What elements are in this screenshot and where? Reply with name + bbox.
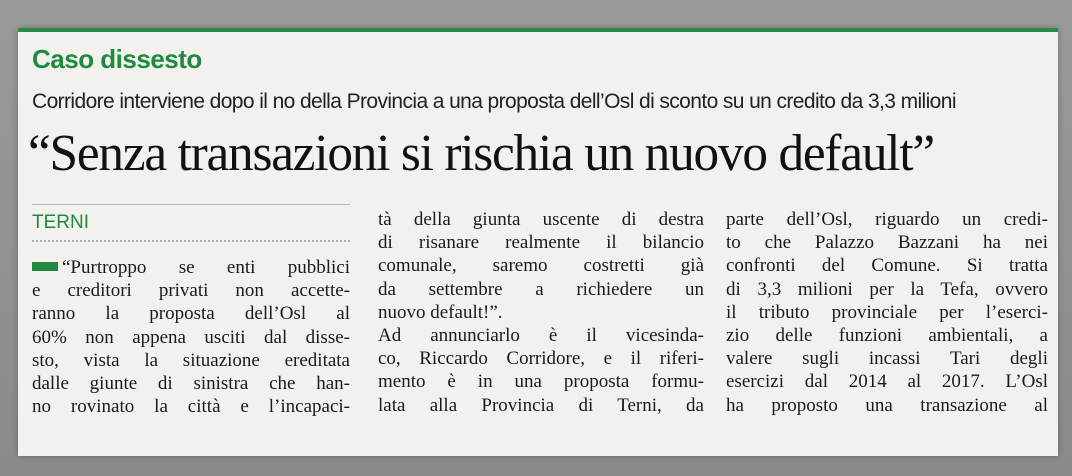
column-3-line: ha proposto una transazione al bbox=[726, 394, 1048, 416]
column-3-line: esercizi dal 2014 al 2017. L’Osl bbox=[726, 371, 1048, 393]
column-2-line: Ad annunciarlo è il vicesinda- bbox=[378, 325, 704, 347]
column-3-line: to che Palazzo Bazzani ha nei bbox=[726, 232, 1048, 254]
paragraph-marker-icon bbox=[32, 262, 58, 271]
column-1-line: ranno la proposta dell’Osl al bbox=[32, 303, 350, 325]
column-1 bbox=[32, 256, 350, 418]
column-2-line: lata alla Provincia di Terni, da bbox=[378, 394, 704, 416]
column-1-line: dalle giunte di sinistra che han- bbox=[32, 373, 350, 395]
column-3 bbox=[726, 208, 1048, 417]
column-1-line: e creditori privati non accette- bbox=[32, 280, 350, 302]
column-3-line: zio delle funzioni ambientali, a bbox=[726, 325, 1048, 347]
newspaper-clipping bbox=[18, 28, 1058, 456]
article-subhead: Corridore interviene dopo il no della Provincia a una proposta dell’Osl di sconto su un credito da 3,3 milioni bbox=[32, 90, 956, 113]
column-2-line: mento è in una proposta formu- bbox=[378, 371, 704, 393]
column-3-line: confronti del Comune. Si tratta bbox=[726, 255, 1048, 277]
column-3-line: di 3,3 milioni per la Tefa, ovvero bbox=[726, 278, 1048, 300]
column-2 bbox=[378, 208, 704, 417]
column-top-rule bbox=[32, 204, 350, 205]
column-3-line: parte dell’Osl, riguardo un credi- bbox=[726, 209, 1048, 230]
column-1-line: no rovinato la città e l’incapaci- bbox=[32, 396, 350, 418]
column-2-line: da settembre a richiedere un bbox=[378, 278, 704, 300]
column-2-line: comunale, saremo costretti già bbox=[378, 255, 704, 277]
column-3-line: valere sugli incassi Tari degli bbox=[726, 348, 1048, 370]
dateline-divider bbox=[32, 240, 350, 242]
column-2-line: di risanare realmente il bilancio bbox=[378, 232, 704, 254]
dateline: TERNI bbox=[32, 212, 89, 233]
section-kicker: Caso dissesto bbox=[32, 44, 202, 74]
column-2-line: co, Riccardo Corridore, e il riferi- bbox=[378, 348, 704, 370]
column-3-line: il tributo provinciale per l’eserci- bbox=[726, 301, 1048, 323]
column-1-line: “Purtroppo se enti pubblici bbox=[32, 256, 350, 279]
column-2-line: nuovo default!”. bbox=[378, 301, 503, 323]
column-2-line: tà della giunta uscente di destra bbox=[378, 209, 704, 230]
article-headline: “Senza transazioni si rischia un nuovo default” bbox=[28, 125, 934, 182]
column-1-line: sto, vista la situazione ereditata bbox=[32, 349, 350, 371]
column-1-line: 60% non appena usciti dal disse- bbox=[32, 326, 350, 348]
